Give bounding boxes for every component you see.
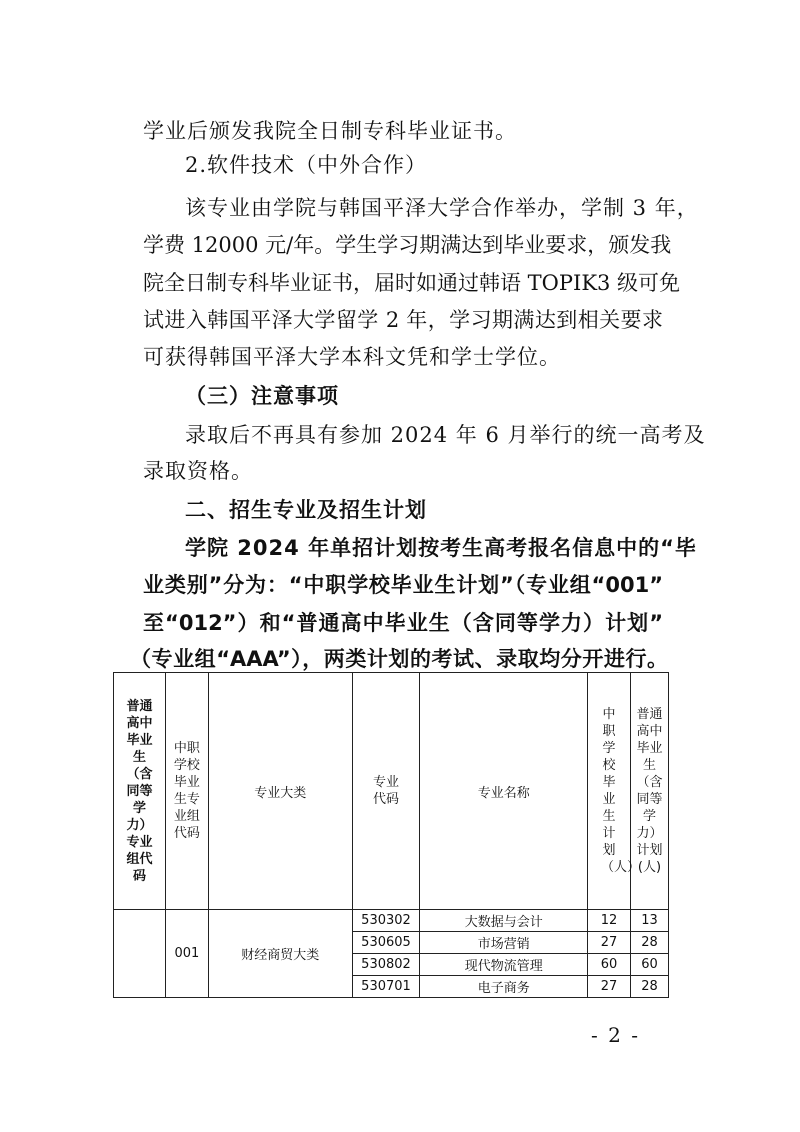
enrollment-plan-table (113, 672, 669, 998)
paragraph-line: 试进入韩国平泽大学留学 2 年，学习期满达到相关要求 (143, 308, 663, 332)
cell-major-code: 530701 (352, 976, 420, 998)
header-cell: 专业大类 (208, 673, 352, 910)
subheading-major-2: 2.软件技术（中外合作） (185, 153, 428, 177)
paragraph-line: 学费 12000 元/年。学生学习期满达到毕业要求，颁发我 (143, 233, 672, 257)
cell-vocational-plan: 60 (588, 954, 631, 976)
cell-general-plan: 13 (630, 910, 668, 932)
cell-vocational-plan: 12 (588, 910, 631, 932)
cell-general-plan: 28 (630, 932, 668, 954)
cell-major-code: 530605 (352, 932, 420, 954)
cell-major-code: 530302 (352, 910, 420, 932)
cell-major-name: 电子商务 (420, 976, 588, 998)
table-header-row (114, 673, 669, 910)
paragraph-line: 该专业由学院与韩国平泽大学合作举办，学制 3 年， (185, 196, 699, 220)
cell-general-plan: 60 (630, 954, 668, 976)
paragraph-line: 学院 2024 年单招计划按考生高考报名信息中的“毕 (185, 536, 697, 560)
paragraph-line: 至“012”）和“普通高中毕业生（含同等学力）计划” (143, 611, 663, 635)
cell-major-name: 现代物流管理 (420, 954, 588, 976)
section-heading-notes: （三）注意事项 (185, 384, 339, 408)
paragraph-line: 录取资格。 (143, 459, 253, 483)
paragraph-line: 院全日制专科毕业证书，届时如通过韩语 TOPIK3 级可免 (143, 271, 681, 295)
header-cell: 普通高中毕业生（含同等学力）专业组代码 (114, 673, 166, 910)
cell-vocational-group-code: 001 (165, 910, 208, 998)
cell-major-name: 大数据与会计 (420, 910, 588, 932)
paragraph-line: 业类别”分为：“中职学校毕业生计划”（专业组“001” (143, 573, 663, 597)
header-cell: 中职学校毕业生专业组代码 (165, 673, 208, 910)
paragraph-line: （专业组“AAA”），两类计划的考试、录取均分开进行。 (130, 647, 668, 671)
cell-vocational-plan: 27 (588, 932, 631, 954)
section-heading-plan: 二、招生专业及招生计划 (185, 498, 427, 522)
header-cell: 专业名称 (420, 673, 588, 910)
paragraph-line: 可获得韩国平泽大学本科文凭和学士学位。 (143, 345, 561, 369)
cell-general-plan: 28 (630, 976, 668, 998)
page-number: - 2 - (591, 1023, 640, 1047)
header-cell: 普通高中毕业生（含同等学力）计划(人) (630, 673, 668, 910)
cell-vocational-plan: 27 (588, 976, 631, 998)
header-cell: 专业代码 (352, 673, 420, 910)
cell-general-code (114, 910, 166, 998)
header-cell: 中职学校毕业生计划（人） (588, 673, 631, 910)
cell-major-name: 市场营销 (420, 932, 588, 954)
paragraph-line: 录取后不再具有参加 2024 年 6 月举行的统一高考及 (185, 423, 706, 447)
cell-major-code: 530802 (352, 954, 420, 976)
cell-major-category: 财经商贸大类 (208, 910, 352, 998)
table-row (114, 910, 669, 932)
paragraph-line: 学业后颁发我院全日制专科毕业证书。 (143, 119, 517, 143)
